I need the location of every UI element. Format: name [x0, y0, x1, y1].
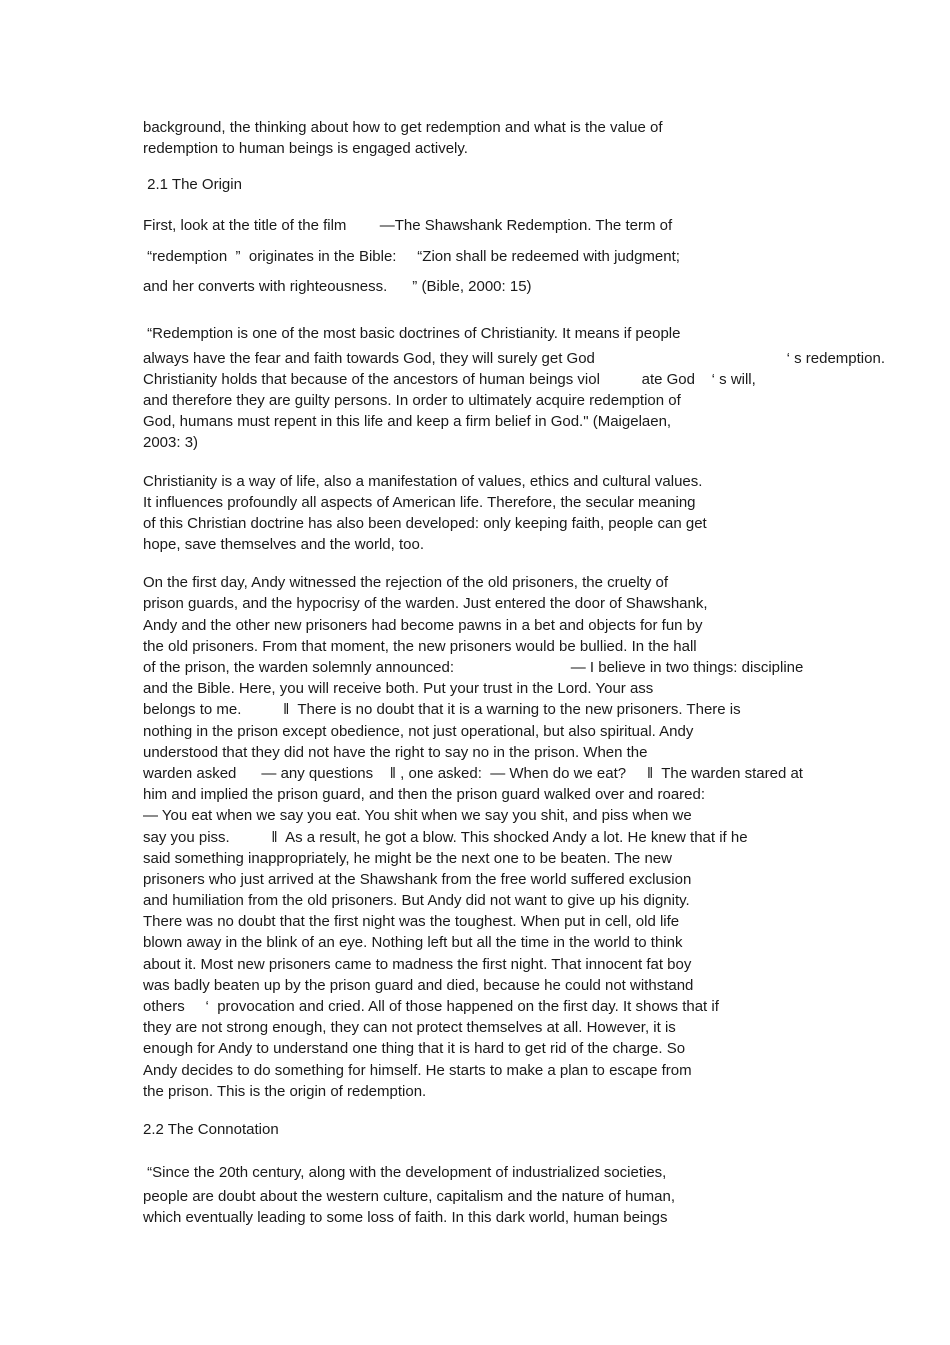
text-line: prisoners who just arrived at the Shawshank from the free world suffered exclusion — [143, 870, 692, 888]
text-line: On the first day, Andy witnessed the rejection of the old prisoners, the cruelty of — [143, 574, 668, 592]
paragraph — [143, 572, 943, 1102]
text-line: Christianity is a way of life, also a manifestation of values, ethics and cultural values. — [143, 472, 703, 490]
text-line: of the prison, the warden solemnly announced: — I believe in two things: discipline — [143, 659, 804, 676]
text-line: people are doubt about the western culture, capitalism and the nature of human, — [143, 1187, 676, 1205]
paragraph — [143, 471, 943, 556]
paragraph — [143, 323, 943, 454]
text-line: of this Christian doctrine has also been developed: only keeping faith, people can get — [143, 514, 707, 532]
text-line: and therefore they are guilty persons. In order to ultimately acquire redemption of — [143, 391, 681, 409]
paragraph — [143, 215, 943, 297]
text-line: Christianity holds that because of the ancestors of human beings viol ate God ‘ s will, — [143, 370, 756, 388]
text-line: It influences profoundly all aspects of American life. Therefore, the secular meaning — [143, 493, 696, 511]
intro-paragraph — [143, 117, 943, 159]
text-line: background, the thinking about how to get redemption and what is the value of — [143, 119, 663, 136]
text-line: and her converts with righteousness. ” (Bible, 2000: 15) — [143, 278, 532, 296]
text-line: blown away in the blink of an eye. Nothing left but all the time in the world to think — [143, 934, 683, 952]
text-line: the prison. This is the origin of redemption. — [143, 1082, 427, 1100]
section-heading: 2.2 The Connotation — [143, 1120, 279, 1138]
text-line: nothing in the prison except obedience, not just operational, but also spiritual. Andy — [143, 722, 694, 740]
text-line: hope, save themselves and the world, too. — [143, 536, 425, 554]
text-line: understood that they did not have the right to say no in the prison. When the — [143, 743, 648, 761]
text-line: 2003: 3) — [143, 434, 199, 452]
text-line: — You eat when we say you eat. You shit when we say you shit, and piss when we — [143, 807, 692, 825]
text-line: say you piss. ‖ As a result, he got a blow. This shocked Andy a lot. He knew that if he — [143, 828, 748, 846]
text-line: the old prisoners. From that moment, the new prisoners would be bullied. In the hall — [143, 637, 697, 655]
text-line: prison guards, and the hypocrisy of the warden. Just entered the door of Shawshank, — [143, 595, 708, 613]
text-line: Andy decides to do something for himself. He starts to make a plan to escape from — [143, 1061, 692, 1079]
text-line: was badly beaten up by the prison guard and died, because he could not withstand — [143, 976, 694, 994]
text-line: God, humans must repent in this life and keep a firm belief in God." (Maigelaen, — [143, 413, 672, 431]
text-line: and humiliation from the old prisoners. But Andy did not want to give up his dignity. — [143, 892, 690, 910]
text-line: belongs to me. ‖ There is no doubt that it is a warning to the new prisoners. There is — [143, 701, 741, 719]
text-line: redemption to human beings is engaged actively. — [143, 140, 468, 158]
text-line: “Since the 20th century, along with the development of industrialized societies, — [143, 1163, 667, 1181]
text-line: always have the fear and faith towards God, they will surely get God ‘ s redemption. — [143, 349, 885, 367]
text-line: “Redemption is one of the most basic doctrines of Christianity. It means if people — [143, 324, 681, 342]
text-line: warden asked — any questions ‖ , one asked: — When do we eat? ‖ The warden stared at — [143, 764, 803, 782]
text-line: which eventually leading to some loss of faith. In this dark world, human beings — [143, 1209, 668, 1227]
section-heading: 2.1 The Origin — [143, 176, 242, 194]
document-page — [143, 117, 943, 1228]
text-line: enough for Andy to understand one thing that it is hard to get rid of the charge. So — [143, 1040, 686, 1058]
text-line: and the Bible. Here, you will receive both. Put your trust in the Lord. Your ass — [143, 680, 654, 698]
text-line: said something inappropriately, he might be the next one to be beaten. The new — [143, 849, 672, 867]
text-line: Andy and the other new prisoners had become pawns in a bet and objects for fun by — [143, 616, 703, 634]
text-line: First, look at the title of the film —The Shawshank Redemption. The term of — [143, 217, 673, 235]
text-line: him and implied the prison guard, and then the prison guard walked over and roared: — [143, 786, 706, 804]
paragraph — [143, 1162, 943, 1228]
text-line: “redemption ” originates in the Bible: “Zion shall be redeemed with judgment; — [143, 248, 680, 266]
text-line: they are not strong enough, they can not protect themselves at all. However, it is — [143, 1019, 676, 1037]
text-line: about it. Most new prisoners came to madness the first night. That innocent fat boy — [143, 955, 692, 973]
text-line: There was no doubt that the first night was the toughest. When put in cell, old life — [143, 913, 680, 931]
text-line: others ‘ provocation and cried. All of those happened on the first day. It shows that if — [143, 998, 719, 1015]
